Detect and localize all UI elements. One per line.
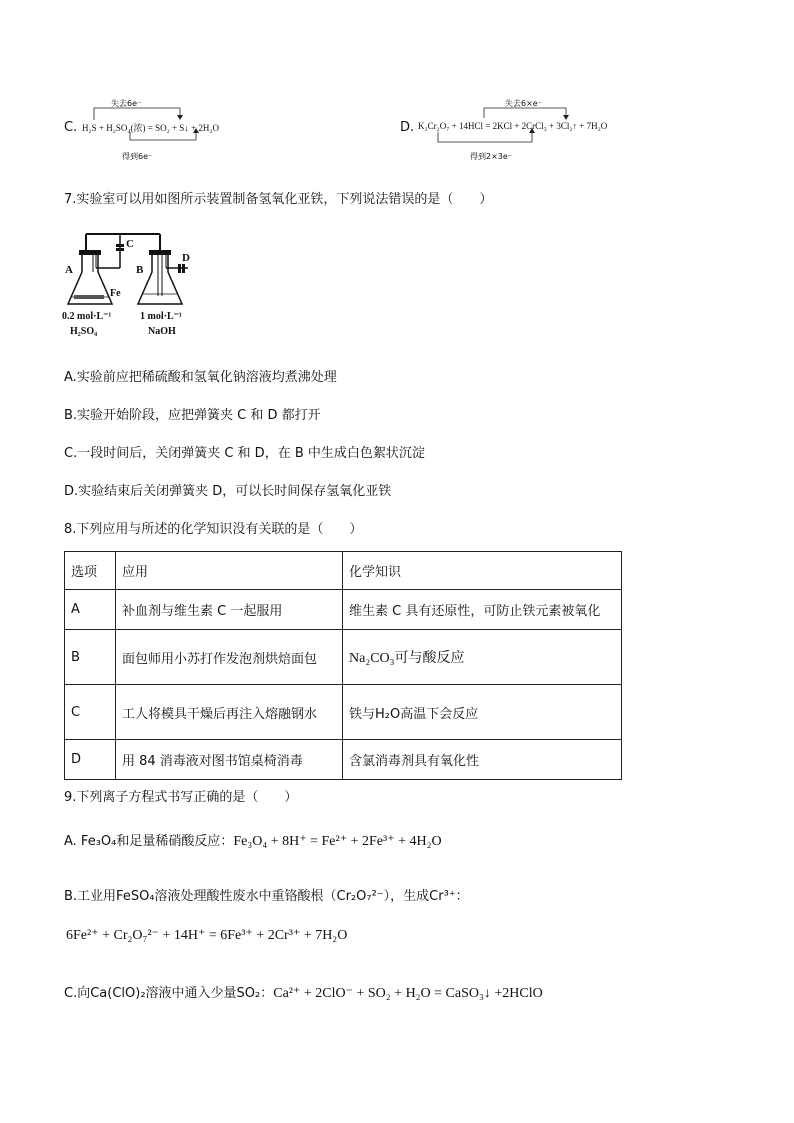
- apparatus-figure: [62, 224, 202, 344]
- ionic-equation: Ca²⁺ + 2ClO⁻ + SO₂ + H₂O = CaSO₃↓ +2HClO: [273, 986, 543, 1001]
- clamp-c-label: C: [126, 238, 134, 250]
- equation: K₂Cr₂O₇ + 14HCl = 2KCl + 2CrCl₃ + 3Cl₂↑ + 7H₂O: [418, 121, 608, 131]
- q9-option-a: [64, 830, 442, 850]
- question-9-stem: 9.下列离子方程式书写正确的是（ ）: [64, 790, 298, 805]
- clamp-d-label: D: [182, 252, 190, 264]
- option-a: A.实验前应把稀硫酸和氢氧化钠溶液均煮沸处理: [64, 370, 337, 385]
- table-cell: 面包师用小苏打作发泡剂烘焙面包: [116, 630, 343, 685]
- table-row: [65, 630, 622, 685]
- table-cell: 含氯消毒剂具有氧化性: [343, 740, 622, 780]
- table-header-cell: 应用: [116, 552, 343, 590]
- acid-reagent: H₂SO₄: [70, 326, 98, 337]
- question-8-stem: 8.下列应用与所述的化学知识没有关联的是（ ）: [64, 522, 363, 537]
- option-b: B.实验开始阶段，应把弹簧夹 C 和 D 都打开: [64, 408, 321, 423]
- table-row: [65, 685, 622, 740]
- iron-label: Fe: [110, 288, 121, 299]
- equation: H₂S + H₂SO₄(浓) = SO₂ + S↓ + 2H₂O: [82, 123, 220, 133]
- lose-electrons-label: 失去6×e⁻: [505, 99, 542, 108]
- flask-a-label: A: [65, 264, 73, 276]
- table-header-row: [65, 552, 622, 590]
- knowledge-table: [64, 551, 622, 780]
- flask-b-label: B: [136, 264, 144, 276]
- table-cell: 铁与H₂O高温下会反应: [343, 685, 622, 740]
- table-cell: Na₂CO₃可与酸反应: [343, 630, 622, 685]
- table-header-cell: 化学知识: [343, 552, 622, 590]
- option-d: D.实验结束后关闭弹簧夹 D，可以长时间保存氢氧化亚铁: [64, 484, 392, 499]
- q9-option-c: [64, 982, 543, 1002]
- question-7-stem: 7.实验室可以用如图所示装置制备氢氧化亚铁，下列说法错误的是（ ）: [64, 192, 493, 207]
- base-reagent: NaOH: [148, 326, 176, 337]
- table-row: [65, 740, 622, 780]
- option-text: A. Fe₃O₄和足量稀硝酸反应：: [64, 834, 234, 849]
- option-label: D.: [400, 120, 415, 135]
- option-c: C.一段时间后，关闭弹簧夹 C 和 D，在 B 中生成白色絮状沉淀: [64, 446, 425, 461]
- table-header-cell: 选项: [65, 552, 116, 590]
- table-cell: 维生素 C 具有还原性，可防止铁元素被氧化: [343, 590, 622, 630]
- option-label: C.: [64, 120, 78, 135]
- table-cell: B: [65, 630, 116, 685]
- table-cell: 补血剂与维生素 C 一起服用: [116, 590, 343, 630]
- base-concentration: 1 mol·L⁻¹: [140, 311, 182, 322]
- gain-electrons-label: 得到2×3e⁻: [470, 152, 513, 161]
- option-text: C.向Ca(ClO)₂溶液中通入少量SO₂：: [64, 986, 274, 1001]
- q9-option-b-text: B.工业用FeSO₄溶液处理酸性废水中重铬酸根（Cr₂O₇²⁻），生成Cr³⁺：: [64, 889, 469, 904]
- table-cell: C: [65, 685, 116, 740]
- table-cell: D: [65, 740, 116, 780]
- gain-electrons-label: 得到6e⁻: [122, 152, 153, 161]
- table-cell: 用 84 消毒液对图书馆桌椅消毒: [116, 740, 343, 780]
- acid-concentration: 0.2 mol·L⁻¹: [62, 311, 112, 322]
- ionic-equation: 6Fe²⁺ + Cr₂O₇²⁻ + 14H⁺ = 6Fe³⁺ + 2Cr³⁺ + 7H₂O: [66, 928, 348, 943]
- ionic-equation: Fe₃O₄ + 8H⁺ = Fe²⁺ + 2Fe³⁺ + 4H₂O: [233, 834, 442, 849]
- table-row: [65, 590, 622, 630]
- lose-electrons-label: 失去6e⁻: [111, 99, 142, 108]
- table-cell: A: [65, 590, 116, 630]
- table-cell: 工人将模具干燥后再注入熔融钢水: [116, 685, 343, 740]
